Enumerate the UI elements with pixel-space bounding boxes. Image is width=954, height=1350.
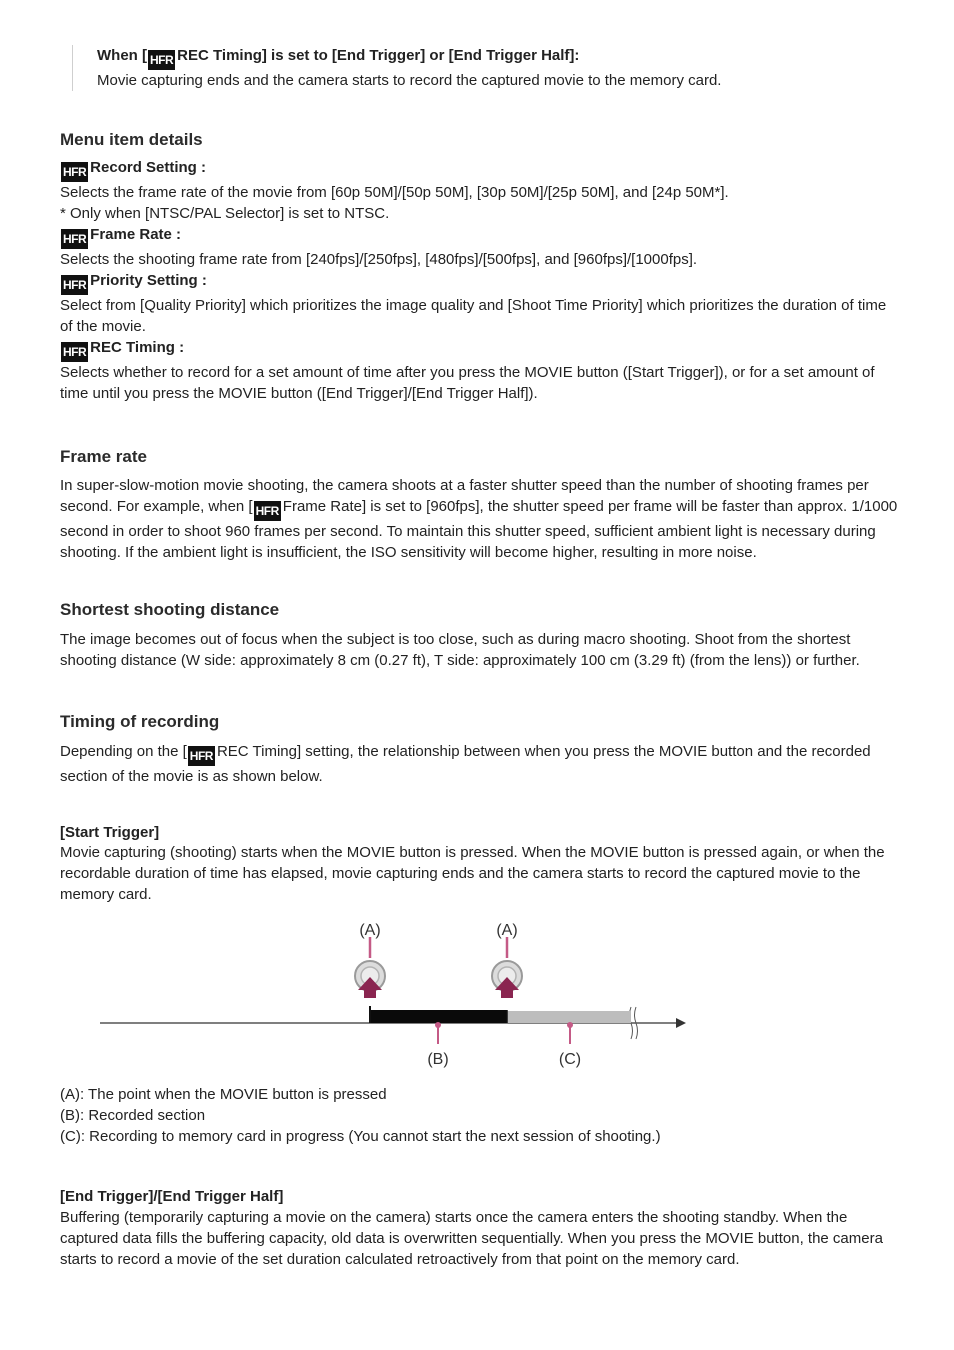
legend-item: (A): The point when the MOVIE button is pressed bbox=[60, 1086, 387, 1103]
recorded-section-pointer bbox=[427, 1022, 448, 1068]
menu-item-priority-setting bbox=[60, 270, 900, 337]
label-a-stop: (A) bbox=[496, 922, 518, 939]
end-trigger-title: [End Trigger]/[End Trigger Half] bbox=[60, 1188, 284, 1205]
label-b: (B) bbox=[427, 1051, 449, 1068]
hfr-icon: HFR bbox=[188, 746, 215, 766]
menu-item-details-heading: Menu item details bbox=[60, 130, 203, 149]
menu-item-title: Priority Setting : bbox=[90, 272, 207, 289]
timeline-arrow-head bbox=[676, 1018, 686, 1028]
card-writing-pointer bbox=[559, 1022, 581, 1068]
label-a-start: (A) bbox=[359, 922, 381, 939]
end-trigger-text: Buffering (temporarily capturing a movie on the camera) starts once the camera enters the shooting standby. When the captured data fills the buffering capacity, old data is overwritten sequentially. When you press the MOVIE button, the camera starts to record a movie of the set duration calculated retroactively from that point on the memory card. bbox=[60, 1209, 883, 1268]
timing-heading: Timing of recording bbox=[60, 712, 220, 731]
start-trigger-timing-diagram bbox=[90, 914, 750, 1074]
diagram-legend bbox=[60, 1084, 900, 1147]
menu-item-text: Selects whether to record for a set amount of time after you press the MOVIE button ([Start Trigger]), or for a set amount of time until you press the MOVIE button ([End Trigger]/[End Trigger Half]). bbox=[60, 364, 875, 402]
note-title-prefix: When [ bbox=[97, 47, 147, 64]
menu-item-text: Selects the frame rate of the movie from [60p 50M]/[50p 50M], [30p 50M]/[25p 50M], and [24p 50M*]. bbox=[60, 184, 729, 201]
hfr-icon: HFR bbox=[61, 162, 88, 182]
frame-rate-text-a: In super-slow-motion movie shooting, the camera shoots at a faster shutter speed than the number of shooting frames per second. For example, when [ bbox=[60, 477, 869, 515]
note-text: Movie capturing ends and the camera starts to record the captured movie to the memory card. bbox=[97, 72, 722, 89]
label-c: (C) bbox=[558, 1051, 582, 1068]
movie-button-press-stop bbox=[492, 922, 522, 998]
hfr-icon: HFR bbox=[61, 342, 88, 362]
menu-item-title: REC Timing : bbox=[90, 339, 185, 356]
note-title bbox=[97, 45, 917, 70]
legend-item: (C): Recording to memory card in progress (You cannot start the next session of shooting.) bbox=[60, 1128, 661, 1145]
timing-text-a: Depending on the [ bbox=[60, 743, 187, 760]
menu-item-rec-timing bbox=[60, 337, 900, 404]
hfr-icon: HFR bbox=[61, 229, 88, 249]
timing-paragraph bbox=[60, 741, 900, 787]
legend-item: (B): Recorded section bbox=[60, 1107, 206, 1124]
frame-rate-text-b: Frame Rate] is set to [960fps], the shutter speed per frame will be faster than approx. 1/1000 second in order to shoot 960 frames per second. To maintain this shutter speed, sufficient ambient light is necessary during shooting. If the ambient light is insufficient, the ISO sensitivity will become higher, resulting in more noise. bbox=[60, 498, 898, 561]
timing-text-b: REC Timing] setting, the relationship between when you press the MOVIE button and the recorded section of the movie is as shown below. bbox=[60, 743, 871, 785]
menu-item-record-setting bbox=[60, 157, 900, 224]
menu-item-frame-rate bbox=[60, 224, 900, 270]
movie-button-press-start bbox=[355, 922, 385, 998]
menu-item-footnote: * Only when [NTSC/PAL Selector] is set to NTSC. bbox=[60, 205, 390, 222]
shortest-distance-heading: Shortest shooting distance bbox=[60, 600, 280, 619]
menu-item-text: Selects the shooting frame rate from [240fps]/[250fps], [480fps]/[500fps], and [960fps]/[1000fps]. bbox=[60, 251, 698, 268]
frame-rate-paragraph bbox=[60, 475, 900, 563]
shortest-distance-text: The image becomes out of focus when the subject is too close, such as during macro shooting. Shoot from the shortest shooting distance (W side: approximately 8 cm (0.27 ft), T side: approximately 100 cm (3.29 ft) (from the lens)) or further. bbox=[60, 631, 860, 669]
start-trigger-title: [Start Trigger] bbox=[60, 824, 160, 841]
recorded-section-bar bbox=[370, 1010, 507, 1023]
hfr-icon: HFR bbox=[254, 501, 281, 521]
rec-timing-note bbox=[72, 45, 917, 91]
frame-rate-heading: Frame rate bbox=[60, 447, 147, 466]
menu-item-text: Select from [Quality Priority] which prioritizes the image quality and [Shoot Time Priority] which prioritizes the duration of time of the movie. bbox=[60, 297, 887, 335]
start-trigger-text: Movie capturing (shooting) starts when the MOVIE button is pressed. When the MOVIE button is pressed again, or when the recordable duration of time has elapsed, movie capturing ends and the camera starts to record the captured movie to the memory card. bbox=[60, 844, 885, 903]
hfr-icon: HFR bbox=[148, 50, 175, 70]
hfr-icon: HFR bbox=[61, 275, 88, 295]
menu-item-title: Record Setting : bbox=[90, 159, 207, 176]
menu-item-title: Frame Rate : bbox=[90, 226, 182, 243]
note-title-suffix: REC Timing] is set to [End Trigger] or [End Trigger Half]: bbox=[177, 47, 580, 64]
card-writing-bar bbox=[507, 1011, 631, 1023]
